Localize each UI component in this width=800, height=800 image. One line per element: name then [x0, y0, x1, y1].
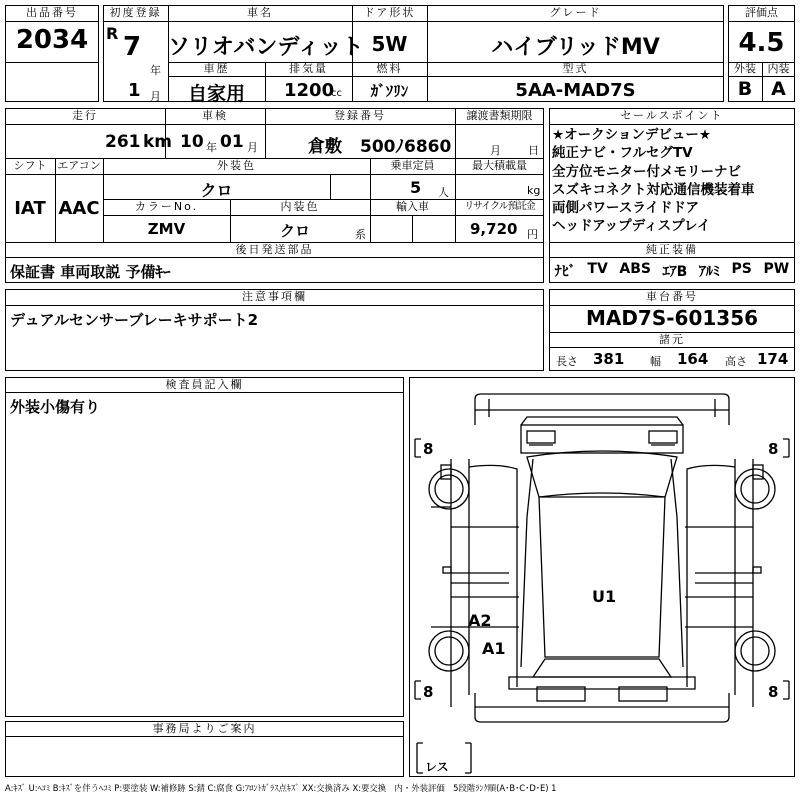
- transfer-day-unit: 日: [528, 144, 539, 157]
- registration-year: 7: [123, 32, 142, 62]
- mileage-label: 走行: [72, 109, 98, 122]
- damage-mark-roof: U1: [592, 587, 617, 606]
- interior-color-label: 内装色: [280, 200, 320, 213]
- equipment-item: TV: [587, 261, 608, 277]
- car-name: ソリオバンディット: [168, 35, 364, 60]
- chassis-label: 車台番号: [646, 290, 698, 303]
- car-outline-svg: [409, 377, 795, 777]
- grade-label: グレード: [549, 6, 602, 19]
- registration-month: 1: [128, 80, 141, 101]
- reg-number: 500ﾉ6860: [360, 137, 452, 157]
- spare-tire: レス: [425, 760, 449, 774]
- mileage: 261: [105, 132, 141, 152]
- shift-label: シフト: [13, 159, 47, 172]
- capacity: 5: [410, 178, 422, 197]
- later-parts: 保証書 車両取説 予備ｷｰ: [10, 263, 171, 281]
- model-label: 型式: [562, 62, 589, 75]
- shift: IAT: [14, 198, 46, 219]
- inspector-note: 外装小傷有り: [10, 398, 101, 416]
- chassis-number: MAD7S-601356: [585, 306, 759, 330]
- first-registration-label: 初度登録: [109, 6, 162, 19]
- era: R: [106, 24, 119, 43]
- inspection-month: 01: [220, 132, 244, 152]
- cc-unit: cc: [331, 88, 342, 99]
- sales-point: 全方位モニター付メモリーナビ: [552, 163, 741, 180]
- displacement: 1200: [284, 80, 335, 101]
- transfer-deadline-label: 譲渡書類期限: [466, 109, 533, 122]
- year-unit: 年: [150, 64, 161, 77]
- body-color-label: 外装色: [217, 159, 256, 172]
- door-type: 5W: [371, 32, 408, 56]
- recycle-deposit: 9,720: [470, 220, 518, 238]
- sales-point: ★オークションデビュー★: [552, 127, 711, 143]
- displacement-label: 排気量: [289, 62, 328, 75]
- inspector-label: 検査員記入欄: [165, 378, 244, 391]
- equipment-label: 純正装備: [646, 243, 698, 256]
- equipment-item: ﾅﾋﾞ: [554, 264, 576, 280]
- sales-point: 両側パワースライドドア: [552, 200, 700, 217]
- import-label: 輸入車: [396, 200, 429, 213]
- history: 自家用: [187, 83, 245, 105]
- fuel: ｶﾞｿﾘﾝ: [370, 82, 409, 100]
- model-code: 5AA-MAD7S: [515, 80, 636, 101]
- reg-place: 倉敷: [308, 137, 342, 157]
- tire-front-left: 8: [423, 440, 434, 458]
- equipment-item: PW: [763, 261, 790, 277]
- capacity-label: 乗車定員: [390, 159, 435, 172]
- interior-label: 内装: [767, 62, 790, 75]
- capacity-unit: 人: [438, 186, 449, 199]
- sales-points-label: セールスポイント: [620, 109, 724, 122]
- height-label: 高さ: [725, 355, 747, 368]
- inspection-label: 車検: [202, 109, 228, 122]
- damage-mark-a2: A2: [468, 611, 492, 630]
- later-parts-label: 後日発送部品: [235, 243, 314, 256]
- inspection-year-unit: 年: [206, 141, 217, 154]
- interior-color-unit: 系: [355, 228, 366, 241]
- inspector-box: [5, 377, 404, 717]
- inspection-month-unit: 月: [247, 141, 258, 154]
- sales-point: 純正ナビ・フルセグTV: [552, 145, 693, 162]
- exterior-score: B: [737, 78, 753, 100]
- tire-front-right: 8: [768, 440, 779, 458]
- air-conditioner: AAC: [58, 198, 100, 219]
- transfer-month-unit: 月: [490, 144, 501, 157]
- legend: A:ｷｽﾞ U:ﾍｺﾐ B:ｷｽﾞを伴うﾍｺﾐ P:要塗装 W:補修跡 S:錆 C:腐食 G:ﾌﾛﾝﾄｶﾞﾗｽ点ｷｽﾞ XX:交換済み X:要交換 内・外装評価 5段階ﾗﾝｸ順(A･B･C･D･E) 1: [5, 783, 557, 793]
- lot-number: 2034: [15, 25, 89, 55]
- sales-points-list: [552, 126, 794, 236]
- overall-score: 4.5: [738, 28, 785, 58]
- km-unit: km: [143, 132, 173, 152]
- history-label: 車歴: [203, 62, 230, 75]
- interior-color: クロ: [279, 222, 310, 240]
- door-label: ドア形状: [363, 6, 416, 19]
- exterior-label: 外装: [734, 62, 756, 75]
- specs-label: 諸元: [659, 333, 685, 346]
- office-label: 事務局よりご案内: [152, 722, 257, 735]
- length-label: 長さ: [556, 355, 578, 368]
- month-unit: 月: [150, 90, 161, 103]
- recycle-unit: 円: [527, 228, 538, 241]
- load-unit: kg: [527, 184, 541, 197]
- damage-mark-a1: A1: [482, 639, 506, 658]
- grade: ハイブリッドMV: [491, 35, 660, 60]
- height: 174: [757, 350, 789, 368]
- color-no-label: カラーNo.: [134, 200, 199, 213]
- notes-text: デュアルセンサーブレーキサポート2: [10, 311, 259, 329]
- lot-number-label: 出品番号: [26, 6, 78, 19]
- equipment-item: ABS: [619, 261, 651, 277]
- fuel-label: 燃料: [376, 62, 403, 75]
- equipment-item: PS: [731, 261, 752, 277]
- tire-rear-right: 8: [768, 683, 779, 701]
- sales-point: ヘッドアップディスプレイ: [552, 218, 711, 235]
- car-name-label: 車名: [247, 6, 273, 19]
- width-label: 幅: [650, 355, 661, 368]
- length: 381: [593, 350, 625, 368]
- interior-score: A: [771, 78, 786, 100]
- score-label: 評価点: [745, 6, 778, 19]
- notes-label: 注意事項欄: [242, 290, 307, 303]
- equipment-list: [549, 261, 795, 281]
- equipment-item: ｱﾙﾐ: [698, 264, 720, 280]
- color-number: ZMV: [147, 220, 186, 238]
- ac-label: エアコン: [57, 159, 101, 172]
- sales-point: スズキコネクト対応通信機装着車: [552, 181, 755, 198]
- reg-number-label: 登録番号: [334, 109, 386, 122]
- inspection-year: 10: [180, 132, 204, 152]
- equipment-item: ｴｱB: [662, 264, 688, 280]
- max-load-label: 最大積載量: [472, 159, 527, 172]
- body-color: クロ: [200, 181, 233, 200]
- tire-rear-left: 8: [423, 683, 434, 701]
- width: 164: [677, 350, 709, 368]
- recycle-deposit-label: リサイクル預託金: [464, 201, 535, 212]
